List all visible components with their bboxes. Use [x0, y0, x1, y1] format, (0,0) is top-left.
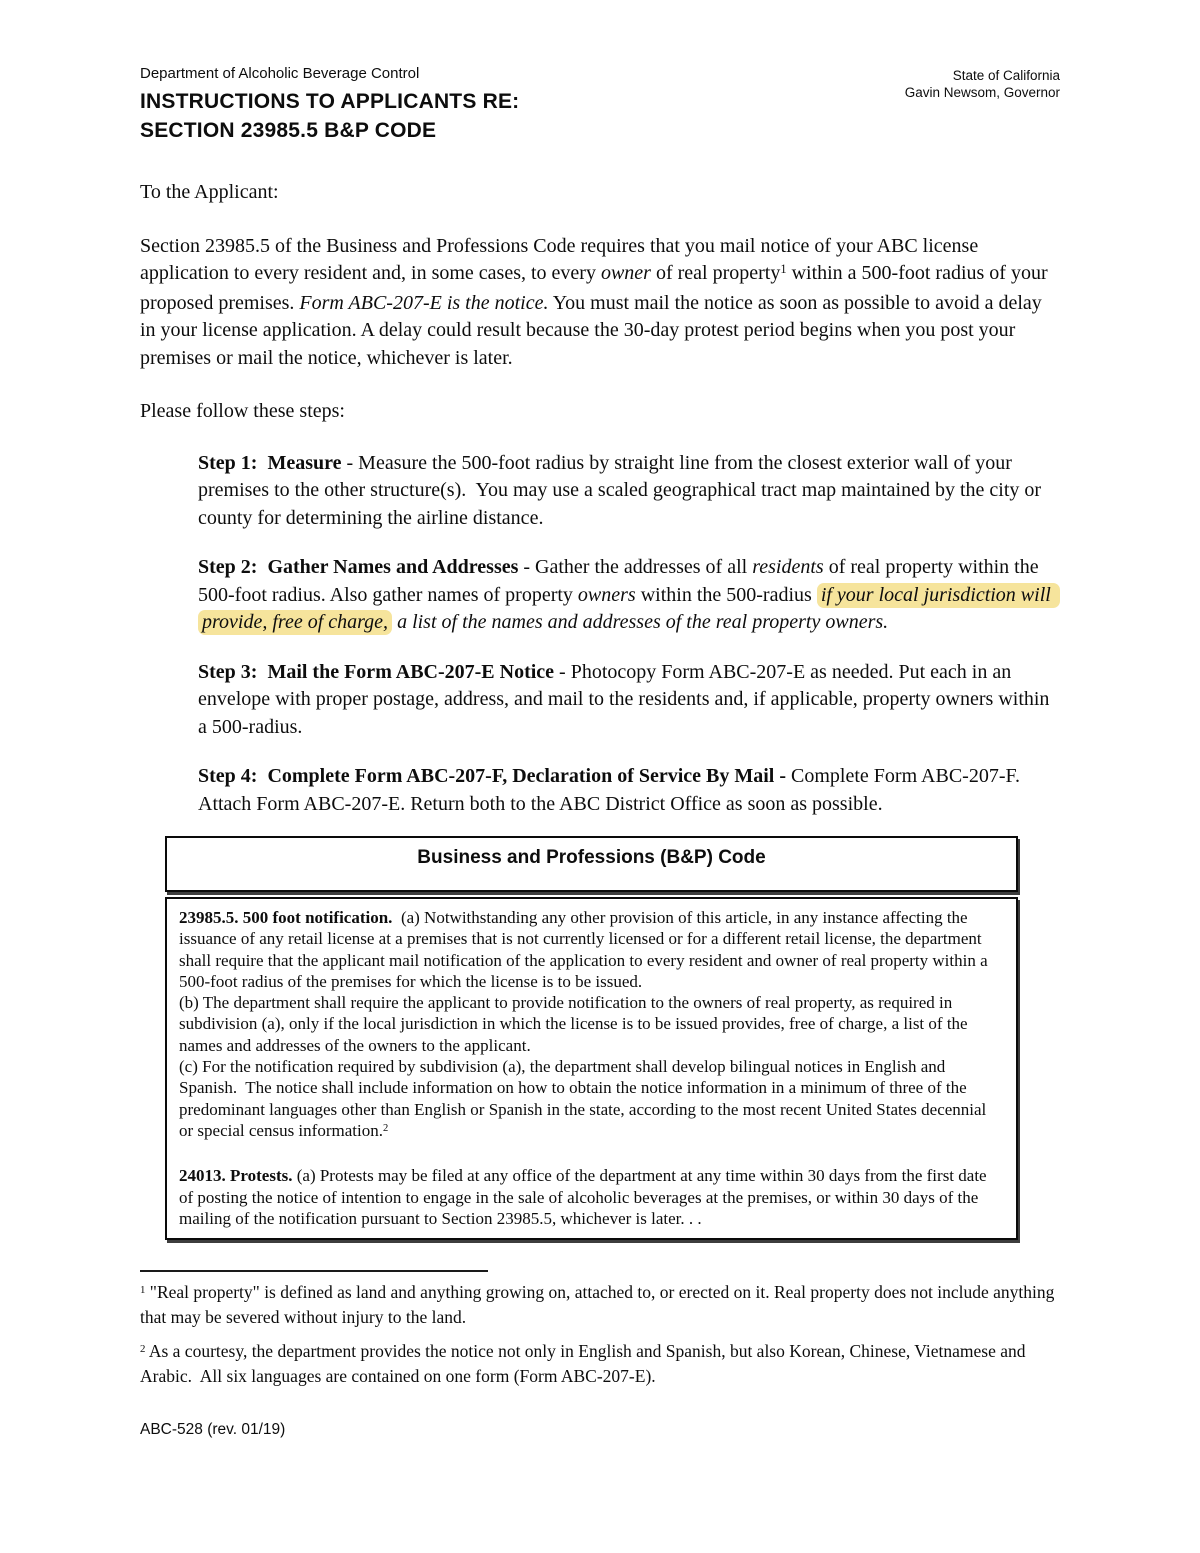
document-title-line1: INSTRUCTIONS TO APPLICANTS RE: — [140, 90, 520, 113]
code-paragraph-23985-a: 23985.5. 500 foot notification. (a) Notwithstanding any other provision of this article, in any instance affecting the issuance of any retail license at a premises that is not currently licensed or for a different retail license, the department shall require that the applicant mail notification of the application to every resident and owner of real property within a 500-foot radius of the premises for which the license is to be issued. — [179, 908, 992, 991]
steps-lead: Please follow these steps: — [140, 400, 345, 422]
code-paragraph-24013: 24013. Protests. (a) Protests may be filed at any office of the department at any time within 30 days from the first date of posting the notice of intention to engage in the sale of alcoholic beverages at the premises, or within 30 days of the mailing of the notification pursuant to Section 23985.5, whichever is later. . . — [179, 1166, 991, 1228]
step-4-paragraph: Step 4: Complete Form ABC-207-F, Declaration of Service By Mail - Complete Form ABC-207-F. Attach Form ABC-207-E. Return both to the ABC District Office as soon as possible. — [198, 765, 1024, 815]
department-name: Department of Alcoholic Beverage Control — [140, 65, 420, 82]
state-name: State of California — [952, 68, 1060, 83]
document-title-line2: SECTION 23985.5 B&P CODE — [140, 119, 437, 142]
bp-code-title: Business and Professions (B&P) Code — [417, 847, 766, 868]
footnote-2: $^2$ As a courtesy, the department provides the notice not only in English and Spanish, but also Korean, Chinese, Vietnamese and Arabic. All six languages are contained on one form (Form ABC-207-E). — [140, 1341, 1029, 1387]
bp-code-body-box — [165, 897, 1018, 1240]
form-number: ABC-528 (rev. 01/19) — [140, 1421, 286, 1439]
code-paragraph-23985-c: (c) For the notification required by subdivision (a), the department shall develop bilingual notices in English and Spanish. The notice shall include information on how to obtain the notice information in a minimum of three of the predominant languages other than English or Spanish in the state, according to the most recent United States decennial or special census information.$^2$ — [179, 1057, 991, 1140]
step-3-paragraph: Step 3: Mail the Form ABC-207-E Notice - Photocopy Form ABC-207-E as needed. Put each in an envelope with proper postage, address, and mail to the residents and, if applicable, property owners within a 500-radius. — [198, 660, 1055, 738]
code-paragraph-23985-b: (b) The department shall require the applicant to provide notification to the owners of real property, as required in subdivision (a), only if the local jurisdiction in which the license is to be issued provides, free of charge, a list of the names and addresses of the owners to the applicant. — [179, 993, 972, 1055]
document-header — [140, 64, 1060, 145]
step-1-paragraph: Step 1: Measure - Measure the 500-foot radius by straight line from the closest exterior wall of your premises to the other structure(s). You may use a scaled geographical tract map maintained by the city or county for determining the airline distance. — [198, 451, 1047, 529]
step-2-paragraph: Step 2: Gather Names and Addresses - Gather the addresses of all residents of real property within the 500-foot radius. Also gather names of property owners within the 500-radius if your local jurisdiction will provide, free of charge, a list of the names and addresses of the real property owners. — [198, 554, 1060, 637]
letterhead-right — [905, 64, 1060, 101]
salutation: To the Applicant: — [140, 181, 279, 203]
bp-code-title-box — [165, 836, 1018, 892]
intro-paragraph: Section 23985.5 of the Business and Professions Code requires that you mail notice of your ABC license application to every resident and, in some cases, to every owner of real property$^1$ within a 500-foot radius of your proposed premises. Form ABC-207-E is the notice. You must mail the notice as soon as possible to avoid a delay in your license application. A delay could result because the 30-day protest period begins when you post your premises or mail the notice, whichever is later. — [140, 234, 1053, 369]
footnote-1: $^1$ "Real property" is defined as land and anything growing on, attached to, or erected on it. Real property does not include anything that may be severed without injury to the land. — [140, 1282, 1059, 1328]
footnote-divider — [140, 1270, 488, 1272]
governor-name: Gavin Newsom, Governor — [904, 85, 1060, 100]
letterhead-left — [140, 64, 519, 145]
